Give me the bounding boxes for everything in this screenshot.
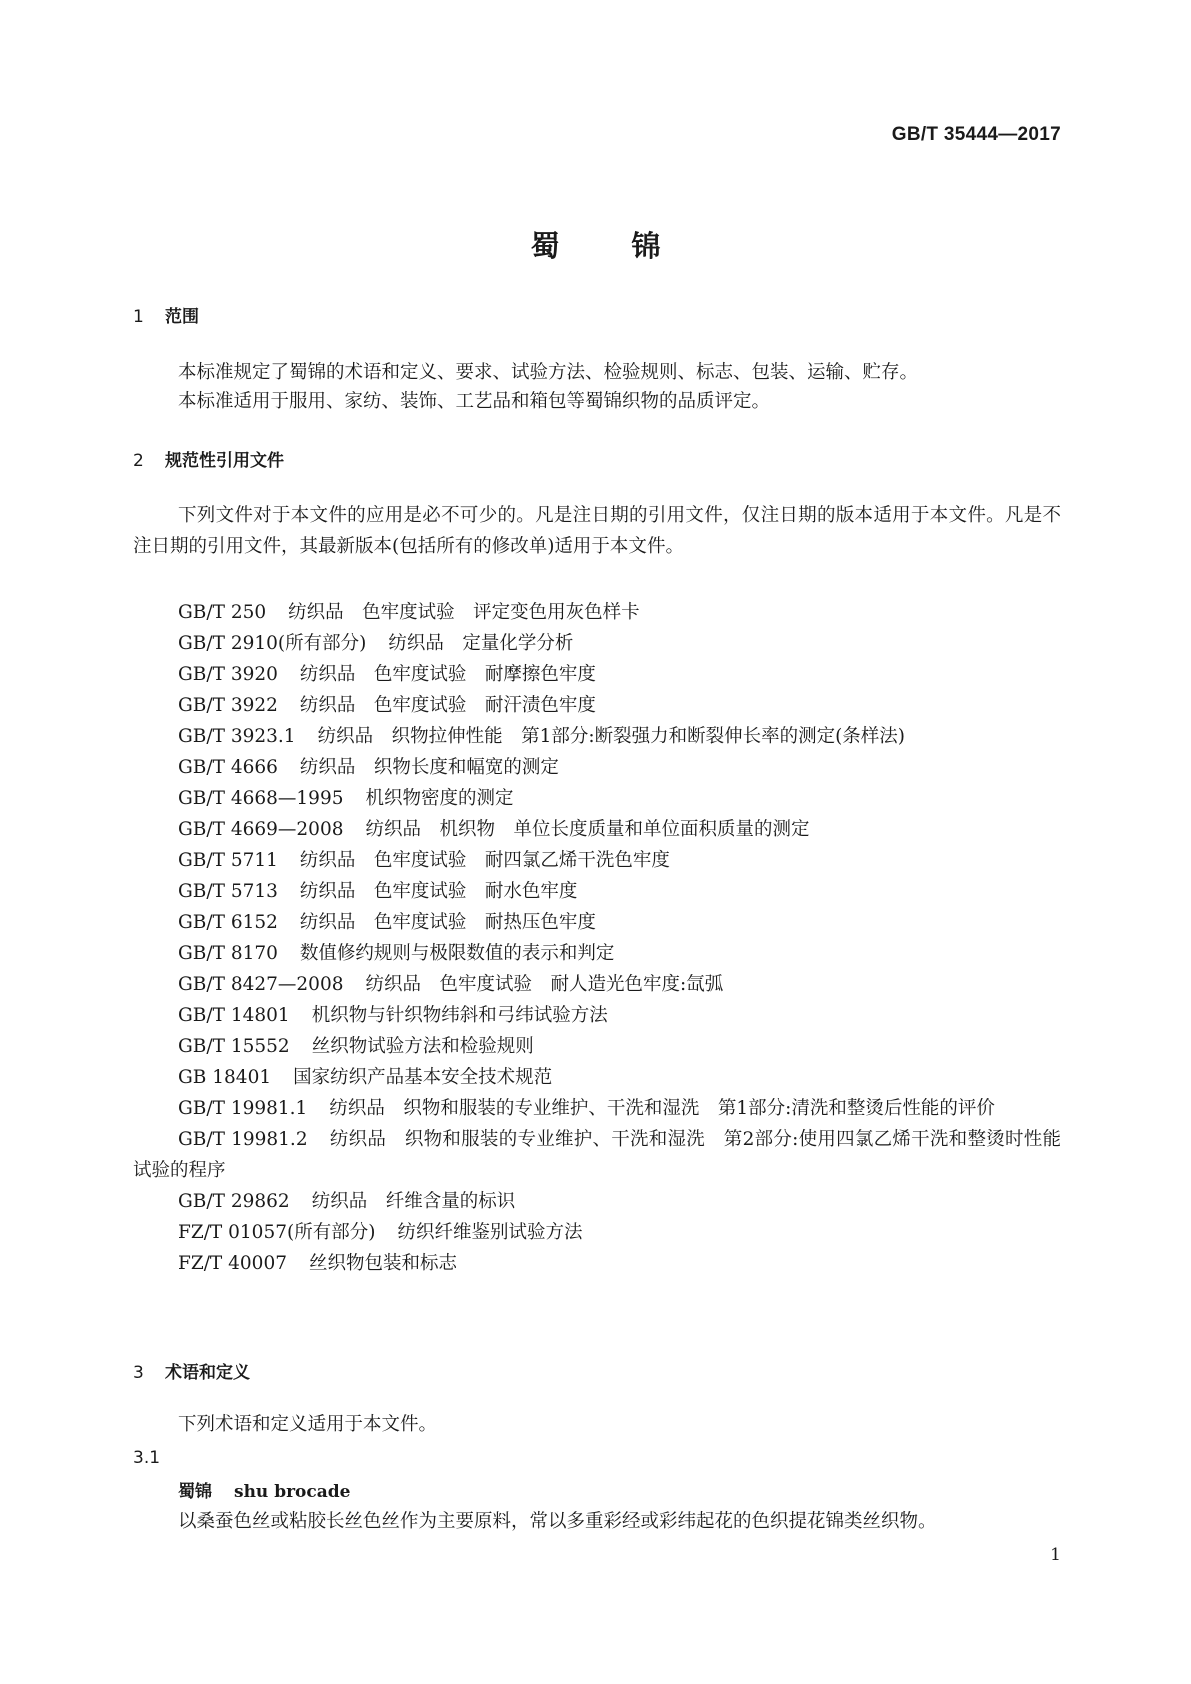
- reference-code: FZ/T 01057(所有部分): [178, 1222, 376, 1243]
- reference-item: [133, 1124, 1061, 1186]
- reference-title: 丝织物试验方法和检验规则: [311, 1036, 534, 1057]
- reference-title: 数值修约规则与极限数值的表示和判定: [299, 943, 615, 964]
- scope-paragraph-1: 本标准规定了蜀锦的术语和定义、要求、试验方法、检验规则、标志、包装、运输、贮存。: [178, 362, 919, 383]
- reference-title: 纺织品 织物和服装的专业维护、干洗和湿洗 第1部分:清洗和整烫后性能的评价: [329, 1098, 995, 1119]
- references-intro-paragraph: 下列文件对于本文件的应用是必不可少的。凡是注日期的引用文件，仅注日期的版本适用于本文件。凡是不注日期的引用文件，其最新版本(包括所有的修改单)适用于本文件。: [133, 505, 1061, 557]
- section-title: 术语和定义: [165, 1363, 250, 1383]
- reference-code: GB/T 19981.1: [178, 1098, 308, 1119]
- reference-item: [133, 845, 1061, 876]
- reference-title: 纺织品 纤维含量的标识: [311, 1191, 516, 1212]
- reference-title: 丝织物包装和标志: [309, 1253, 458, 1274]
- reference-code: GB/T 5711: [178, 850, 278, 871]
- reference-code: GB/T 4666: [178, 757, 278, 778]
- term-number: 3.1: [133, 1448, 161, 1468]
- reference-title: 纺织品 织物长度和幅宽的测定: [299, 757, 559, 778]
- reference-code: GB/T 3920: [178, 664, 278, 685]
- reference-title: 纺织品 色牢度试验 评定变色用灰色样卡: [288, 602, 640, 623]
- term-definition: 以桑蚕色丝或粘胶长丝色丝作为主要原料，常以多重彩经或彩纬起花的色织提花锦类丝织物。: [178, 1511, 937, 1532]
- reference-title: 纺织品 织物拉伸性能 第1部分:断裂强力和断裂伸长率的测定(条样法): [317, 726, 906, 747]
- reference-item: [133, 1248, 1061, 1279]
- reference-code: GB/T 3923.1: [178, 726, 296, 747]
- reference-item: [133, 1217, 1061, 1248]
- term-english: shu brocade: [234, 1482, 351, 1502]
- reference-item: [133, 597, 1061, 628]
- reference-title: 机织物与针织物纬斜和弓纬试验方法: [311, 1005, 608, 1026]
- reference-code: GB/T 5713: [178, 881, 278, 902]
- reference-item: [133, 907, 1061, 938]
- reference-title: 纺织纤维鉴别试验方法: [397, 1222, 583, 1243]
- reference-title: 纺织品 色牢度试验 耐热压色牢度: [299, 912, 596, 933]
- reference-list: [133, 597, 1061, 1279]
- reference-title: 纺织品 定量化学分析: [388, 633, 574, 654]
- document-title: 蜀锦: [530, 229, 733, 263]
- section-number: 3: [133, 1363, 144, 1383]
- reference-item: [133, 814, 1061, 845]
- section-heading-terms-and-definitions: [133, 1358, 250, 1383]
- reference-code: GB/T 29862: [178, 1191, 290, 1212]
- section-title: 规范性引用文件: [165, 451, 284, 471]
- reference-item: [133, 690, 1061, 721]
- reference-item: [133, 1062, 1061, 1093]
- section-heading-normative-references: [133, 446, 284, 471]
- reference-code: GB/T 8170: [178, 943, 278, 964]
- reference-item: [133, 938, 1061, 969]
- reference-item: [133, 628, 1061, 659]
- reference-item: [133, 1186, 1061, 1217]
- reference-code: GB/T 2910(所有部分): [178, 633, 367, 654]
- reference-code: GB/T 3922: [178, 695, 278, 716]
- reference-code: GB/T 4669—2008: [178, 819, 344, 840]
- reference-item: [133, 1000, 1061, 1031]
- section-number: 2: [133, 451, 144, 471]
- reference-code: GB/T 4668—1995: [178, 788, 344, 809]
- term-entry: [178, 1477, 350, 1502]
- section-title: 范围: [165, 307, 199, 327]
- section-heading-scope: [133, 302, 199, 327]
- reference-code: GB/T 6152: [178, 912, 278, 933]
- reference-item: [133, 783, 1061, 814]
- section-number: 1: [133, 307, 144, 327]
- reference-item: [133, 1093, 1061, 1124]
- reference-item: [133, 876, 1061, 907]
- reference-item: [133, 721, 1061, 752]
- reference-code: GB/T 8427—2008: [178, 974, 344, 995]
- reference-code: GB/T 19981.2: [178, 1129, 308, 1150]
- term-chinese: 蜀锦: [178, 1482, 212, 1502]
- reference-title: 纺织品 色牢度试验 耐汗渍色牢度: [299, 695, 596, 716]
- reference-item: [133, 1031, 1061, 1062]
- scope-paragraph-2: 本标准适用于服用、家纺、装饰、工艺品和箱包等蜀锦织物的品质评定。: [178, 391, 771, 412]
- reference-code: FZ/T 40007: [178, 1253, 287, 1274]
- reference-item: [133, 752, 1061, 783]
- reference-item: [133, 659, 1061, 690]
- reference-title: 纺织品 色牢度试验 耐人造光色牢度:氙弧: [365, 974, 724, 995]
- reference-code: GB/T 14801: [178, 1005, 290, 1026]
- reference-title: 纺织品 色牢度试验 耐水色牢度: [299, 881, 578, 902]
- reference-code: GB 18401: [178, 1067, 272, 1088]
- standard-code: GB/T 35444—2017: [891, 124, 1061, 145]
- reference-item: [133, 969, 1061, 1000]
- reference-code: GB/T 15552: [178, 1036, 290, 1057]
- reference-title: 国家纺织产品基本安全技术规范: [293, 1067, 553, 1088]
- reference-title: 纺织品 色牢度试验 耐摩擦色牢度: [299, 664, 596, 685]
- terms-intro-paragraph: 下列术语和定义适用于本文件。: [178, 1414, 438, 1435]
- reference-title: 纺织品 织物和服装的专业维护、干洗和湿洗 第2部分:使用四氯乙烯干洗和整烫时性能试验的程序: [133, 1129, 1061, 1181]
- page-number: 1: [1050, 1545, 1061, 1565]
- reference-title: 机织物密度的测定: [365, 788, 514, 809]
- reference-title: 纺织品 色牢度试验 耐四氯乙烯干洗色牢度: [299, 850, 670, 871]
- reference-code: GB/T 250: [178, 602, 267, 623]
- reference-title: 纺织品 机织物 单位长度质量和单位面积质量的测定: [365, 819, 810, 840]
